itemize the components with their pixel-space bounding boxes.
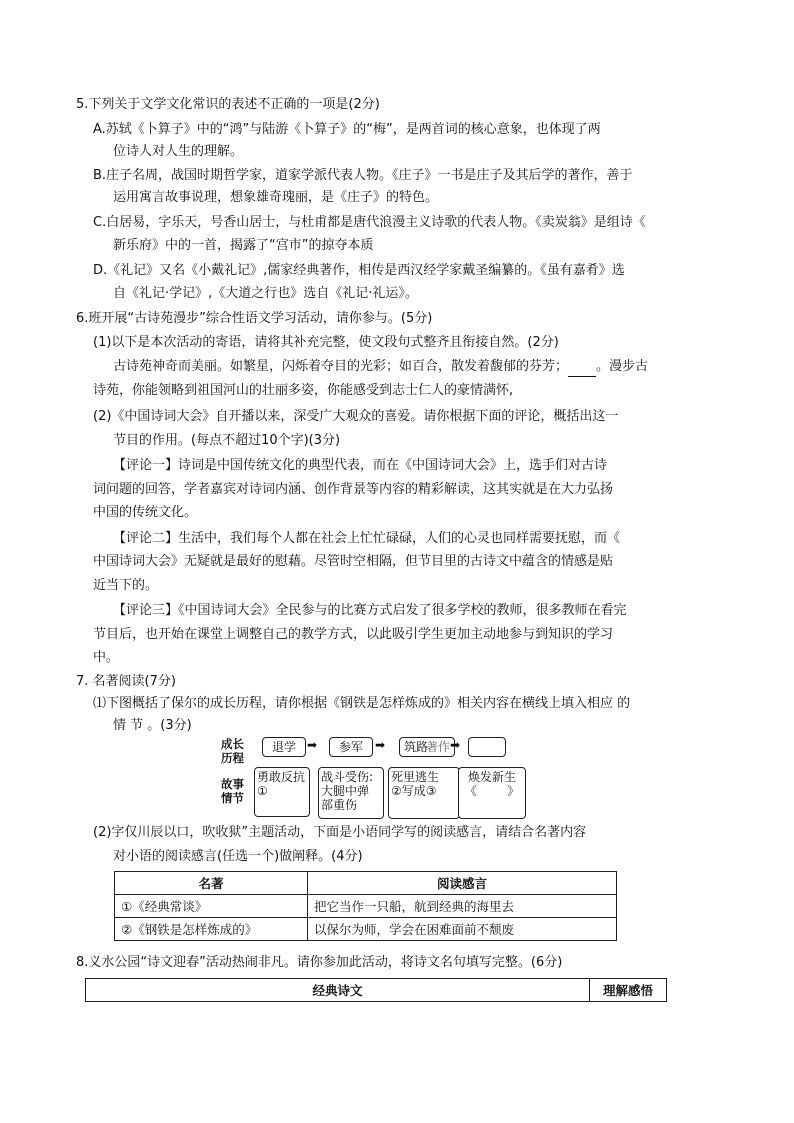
- q8-stem: 8.义水公园“诗文迎春”活动热闹非凡。请你参加此活动，将诗文名句填写完整。(6分): [76, 955, 563, 970]
- q6-review3-line1: 【评论三】《中国诗词大会》全民参与的比赛方式启发了很多学校的教师，很多教师在看完: [113, 603, 627, 618]
- q6-review1-line2: 词问题的回答，学者嘉宾对诗词内涵、创作背景等内容的精彩解读，这其实就是在大力弘扬: [93, 482, 614, 497]
- q5-option-b-line2: 运用寓言故事说理，想象雄奇瑰丽，是《庄子》的特色。: [113, 190, 439, 205]
- q5-option-c-line2: 新乐府》中的一首，揭露了“宫市”的掠夺本质: [113, 238, 374, 253]
- table-header-understanding: 理解感悟: [590, 979, 667, 1002]
- q7-part1-line1: ⑴下图概括了保尔的成长历程，请你根据《钢铁是怎样炼成的》相关内容在横线上填入相应 的: [93, 696, 631, 711]
- table-header-row: [86, 979, 667, 1002]
- q6-part1-text-a: 古诗苑神奇而美丽。如繁星，闪烁着夺目的光彩；如百合，散发着馥郁的芬芳；: [113, 359, 569, 374]
- table-cell-work: ②《钢铁是怎样炼成的》: [115, 918, 308, 941]
- q6-review3-line2: 节目后，也开始在课堂上调整自己的教学方式，以此吸引学生更加主动地参与到知识的学习: [93, 627, 614, 642]
- q7-part2-line1: (2)字仅川辰以口，吹收狱”主题活动，下面是小语同学写的阅读感言，请结合名著内容: [93, 825, 587, 840]
- table-header-comment: 阅读感言: [308, 872, 617, 895]
- reading-notes-table: [114, 871, 617, 941]
- q5-option-c-line1: C.白居易，字乐天，号香山居士，与杜甫都是唐代浪漫主义诗歌的代表人物。《卖炭翁》是组诗《: [93, 215, 646, 230]
- poetry-table: [85, 978, 667, 1002]
- table-cell-comment: 以保尔为师，学会在困难面前不颓废: [308, 918, 617, 941]
- q6-part1-text-b: 。漫步古: [596, 359, 649, 374]
- stage-box-1: 退学: [262, 737, 306, 757]
- table-cell-comment: 把它当作一只船，航到经典的海里去: [308, 895, 617, 918]
- q7-stem: 7. 名著阅读(7分): [76, 674, 176, 689]
- q5-option-b-line1: B.庄子名周，战国时期哲学家，道家学派代表人物。《庄子》一书是庄子及其后学的著作，善于: [93, 168, 633, 183]
- row-label-plot: 故事 情节: [221, 777, 244, 805]
- q6-answer-blank[interactable]: [568, 358, 596, 377]
- table-row: [115, 895, 617, 918]
- q6-review1-line1: 【评论一】诗词是中国传统文化的典型代表，而在《中国诗词大会》上，选手们对古诗: [113, 458, 608, 473]
- q5-option-d-line2: 自《礼记·学记》,《大道之行也》选自《礼记·礼运》。: [113, 286, 418, 301]
- arrow-right-icon: ➡: [375, 738, 386, 752]
- arrow-right-icon: ➡: [307, 738, 318, 752]
- q6-part1-instruction: (1)以下是本次活动的寄语，请将其补充完整，使文段句式整齐且衔接自然。(2分): [93, 335, 559, 350]
- plot-box-1: 勇敢反抗 ①: [254, 767, 310, 817]
- arrow-right-icon: ➡: [450, 738, 461, 752]
- table-cell-work: ①《经典常谈》: [115, 895, 308, 918]
- plot-box-2: 战斗受伤: 大腿中弹 部重伤: [318, 767, 384, 819]
- stage-box-2: 参军: [329, 737, 373, 757]
- table-header-row: [115, 872, 617, 895]
- q6-review2-line2: 中国诗词大会》无疑就是最好的慰藉。尽管时空相隔，但节目里的古诗文中蕴含的情感是贴: [93, 554, 614, 569]
- q6-part2-line1: (2)《中国诗词大会》自开播以来，深受广大观众的喜爱。请你根据下面的评论，概括出这一: [93, 409, 619, 424]
- q5-option-a-line1: A.苏轼《卜算子》中的“鸿”与陆游《卜算子》的“梅”，是两首词的核心意象，也体现了两: [93, 122, 601, 137]
- q6-review1-line3: 中国的传统文化。: [93, 505, 198, 520]
- growth-diagram: [218, 735, 538, 820]
- q5-option-a-line2: 位诗人对人生的理解。: [113, 144, 244, 159]
- q5-option-d-line1: D.《礼记》又名《小戴礼记》,儒家经典著作，相传是西汉经学家戴圣编纂的。《虽有嘉肴》选: [93, 263, 625, 278]
- plot-box-3: 死里逃生 ②写成③: [388, 767, 460, 819]
- table-header-poetry: 经典诗文: [86, 979, 590, 1002]
- table-row: [115, 918, 617, 941]
- q6-part2-line2: 节目的作用。(每点不超过10个字)(3分): [113, 433, 341, 448]
- q7-part2-line2: 对小语的阅读感言(任选一个)做阐释。(4分): [113, 849, 363, 864]
- q6-part1-text-line1: [113, 358, 648, 377]
- q5-stem: 5.下列关于文学文化常识的表述不正确的一项是(2分): [76, 97, 380, 112]
- plot-box-4: 焕发新生 《 》: [458, 767, 526, 819]
- q7-part1-line2: 情 节 。(3分): [113, 718, 192, 733]
- row-label-growth: 成长 历程: [221, 737, 244, 765]
- q6-review3-line3: 中。: [93, 650, 120, 665]
- q6-stem: 6.班开展“古诗苑漫步”综合性语文学习活动，请你参与。(5分): [76, 311, 433, 326]
- q6-review2-line1: 【评论二】生活中，我们每个人都在社会上忙忙碌碌，人们的心灵也同样需要抚慰，而《: [113, 531, 621, 546]
- stage-box-4-empty: [468, 737, 506, 757]
- stage-box-3: 筑路著作: [399, 737, 455, 757]
- table-header-work: 名著: [115, 872, 308, 895]
- q6-part1-text-line2: 诗苑，你能领略到祖国河山的壮丽多姿，你能感受到志士仁人的豪情满怀,: [93, 383, 514, 398]
- q6-review2-line3: 近当下的。: [93, 578, 159, 593]
